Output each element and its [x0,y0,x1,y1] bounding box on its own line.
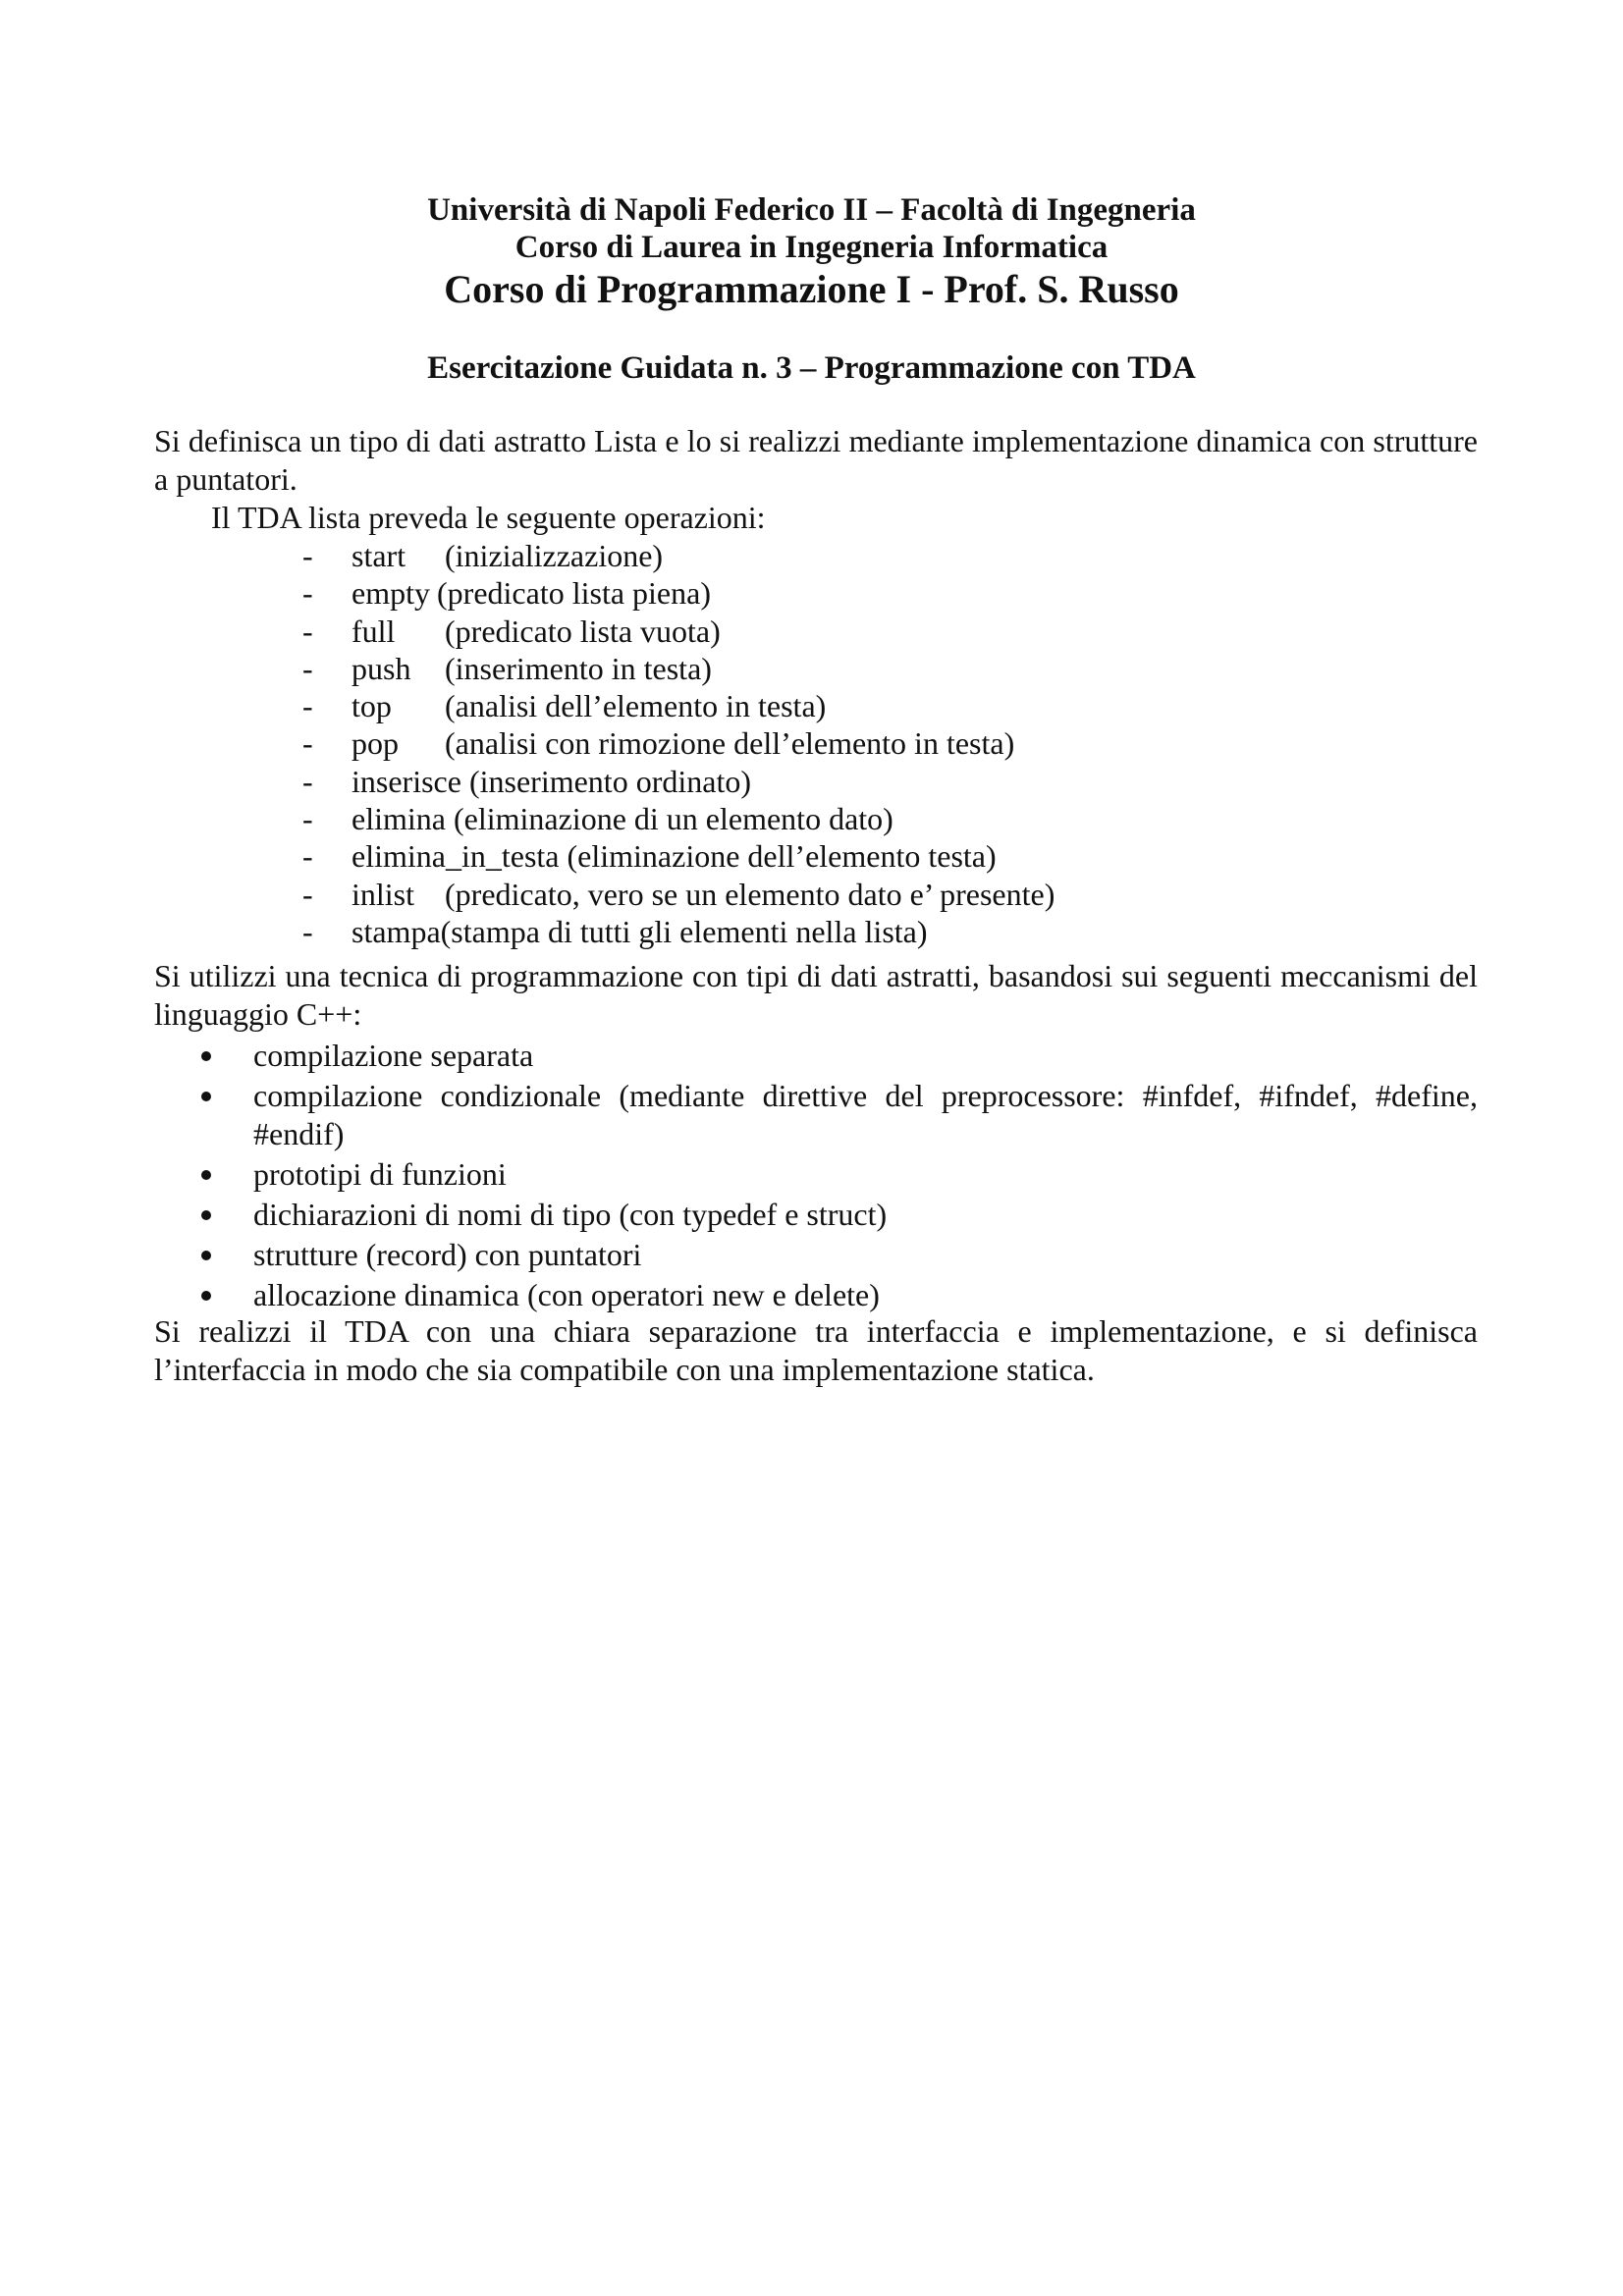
dash-marker: - [302,688,313,724]
bullet-icon [201,1170,211,1180]
mechanism-text: dichiarazioni di nomi di tipo (con typedef e struct) [253,1197,888,1232]
dash-marker: - [302,913,313,949]
course-title: Corso di Programmazione I - Prof. S. Russo [444,267,1179,311]
bullet-icon [201,1092,211,1101]
mechanism-text: allocazione dinamica (con operatori new e delete) [253,1277,880,1312]
list-item [0,800,1623,837]
operation-description: (analisi con rimozione dell’elemento in testa) [445,725,1015,762]
dash-marker: - [302,613,313,649]
bullet-icon [201,1051,211,1061]
operation-name: empty [352,575,430,612]
list-item [0,1196,1623,1234]
list-item [0,687,1623,724]
operation-description: (predicato lista piena) [437,575,711,612]
dash-marker: - [302,650,313,686]
list-item [0,537,1623,574]
dash-marker: - [302,725,313,762]
list-item [0,1236,1623,1274]
operation-text: elimina (eliminazione di un elemento dato) [352,801,893,837]
mechanism-text: strutture (record) con puntatori [253,1237,642,1272]
operation-text: inserisce (inserimento ordinato) [352,763,751,799]
bullet-icon [201,1291,211,1301]
list-item [0,1037,1623,1075]
operation-description: (analisi dell’elemento in testa) [445,688,827,724]
operation-name: pop [352,725,399,762]
operation-name: push [352,650,411,686]
list-item [0,876,1623,913]
list-item [0,574,1623,612]
list-item [0,837,1623,875]
conclusion-paragraph: Si realizzi il TDA con una chiara separazione tra interfaccia e implementazione, e si definisca l’interfaccia in modo che sia compatibile con una implementazione statica. [154,1313,1478,1387]
operation-description: (predicato lista vuota) [445,613,721,649]
bullet-icon [201,1210,211,1220]
mechanism-text: prototipi di funzioni [253,1156,507,1192]
intro-paragraph: Si definisca un tipo di dati astratto Lista e lo si realizzi mediante implementazione dinamica con strutture a puntatori. [154,423,1478,497]
operation-description: (inizializzazione) [445,538,664,573]
list-item [0,650,1623,687]
bullet-icon [201,1251,211,1260]
dash-marker: - [302,801,313,837]
dash-marker: - [302,876,313,912]
operation-text: stampa(stampa di tutti gli elementi nella lista) [352,913,928,949]
list-item [0,1077,1623,1153]
operations-list [0,537,1623,950]
list-item [0,1155,1623,1194]
operations-intro: Il TDA lista preveda le seguente operazioni: [211,500,766,535]
list-item [0,1276,1623,1314]
operation-name: start [352,538,406,573]
mechanism-text: compilazione condizionale (mediante direttive del preprocessore: #infdef, #ifndef, #define, #endif) [253,1078,1478,1151]
dash-marker: - [302,763,313,799]
list-item [0,913,1623,950]
list-item [0,724,1623,762]
dash-marker: - [302,575,313,612]
dash-marker: - [302,538,313,573]
exercise-title: Esercitazione Guidata n. 3 – Programmazione con TDA [427,350,1196,386]
mechanisms-intro: Si utilizzi una tecnica di programmazione con tipi di dati astratti, basandosi sui seguenti meccanismi del linguaggio C++: [154,958,1478,1032]
mechanism-text: compilazione separata [253,1038,534,1073]
operation-description: (inserimento in testa) [445,650,712,686]
operation-description: (predicato, vero se un elemento dato e’ presente) [445,876,1055,912]
operation-name: full [352,613,396,649]
university-heading: Università di Napoli Federico II – Facoltà di Ingegneria [427,192,1196,228]
degree-heading: Corso di Laurea in Ingegneria Informatica [514,230,1109,265]
operation-name: top [352,688,392,724]
dash-marker: - [302,838,313,875]
mechanisms-list [0,1037,1623,1314]
list-item [0,763,1623,800]
operation-name: inlist [352,876,415,912]
operation-text: elimina_in_testa (eliminazione dell’elemento testa) [352,838,997,875]
list-item [0,613,1623,650]
